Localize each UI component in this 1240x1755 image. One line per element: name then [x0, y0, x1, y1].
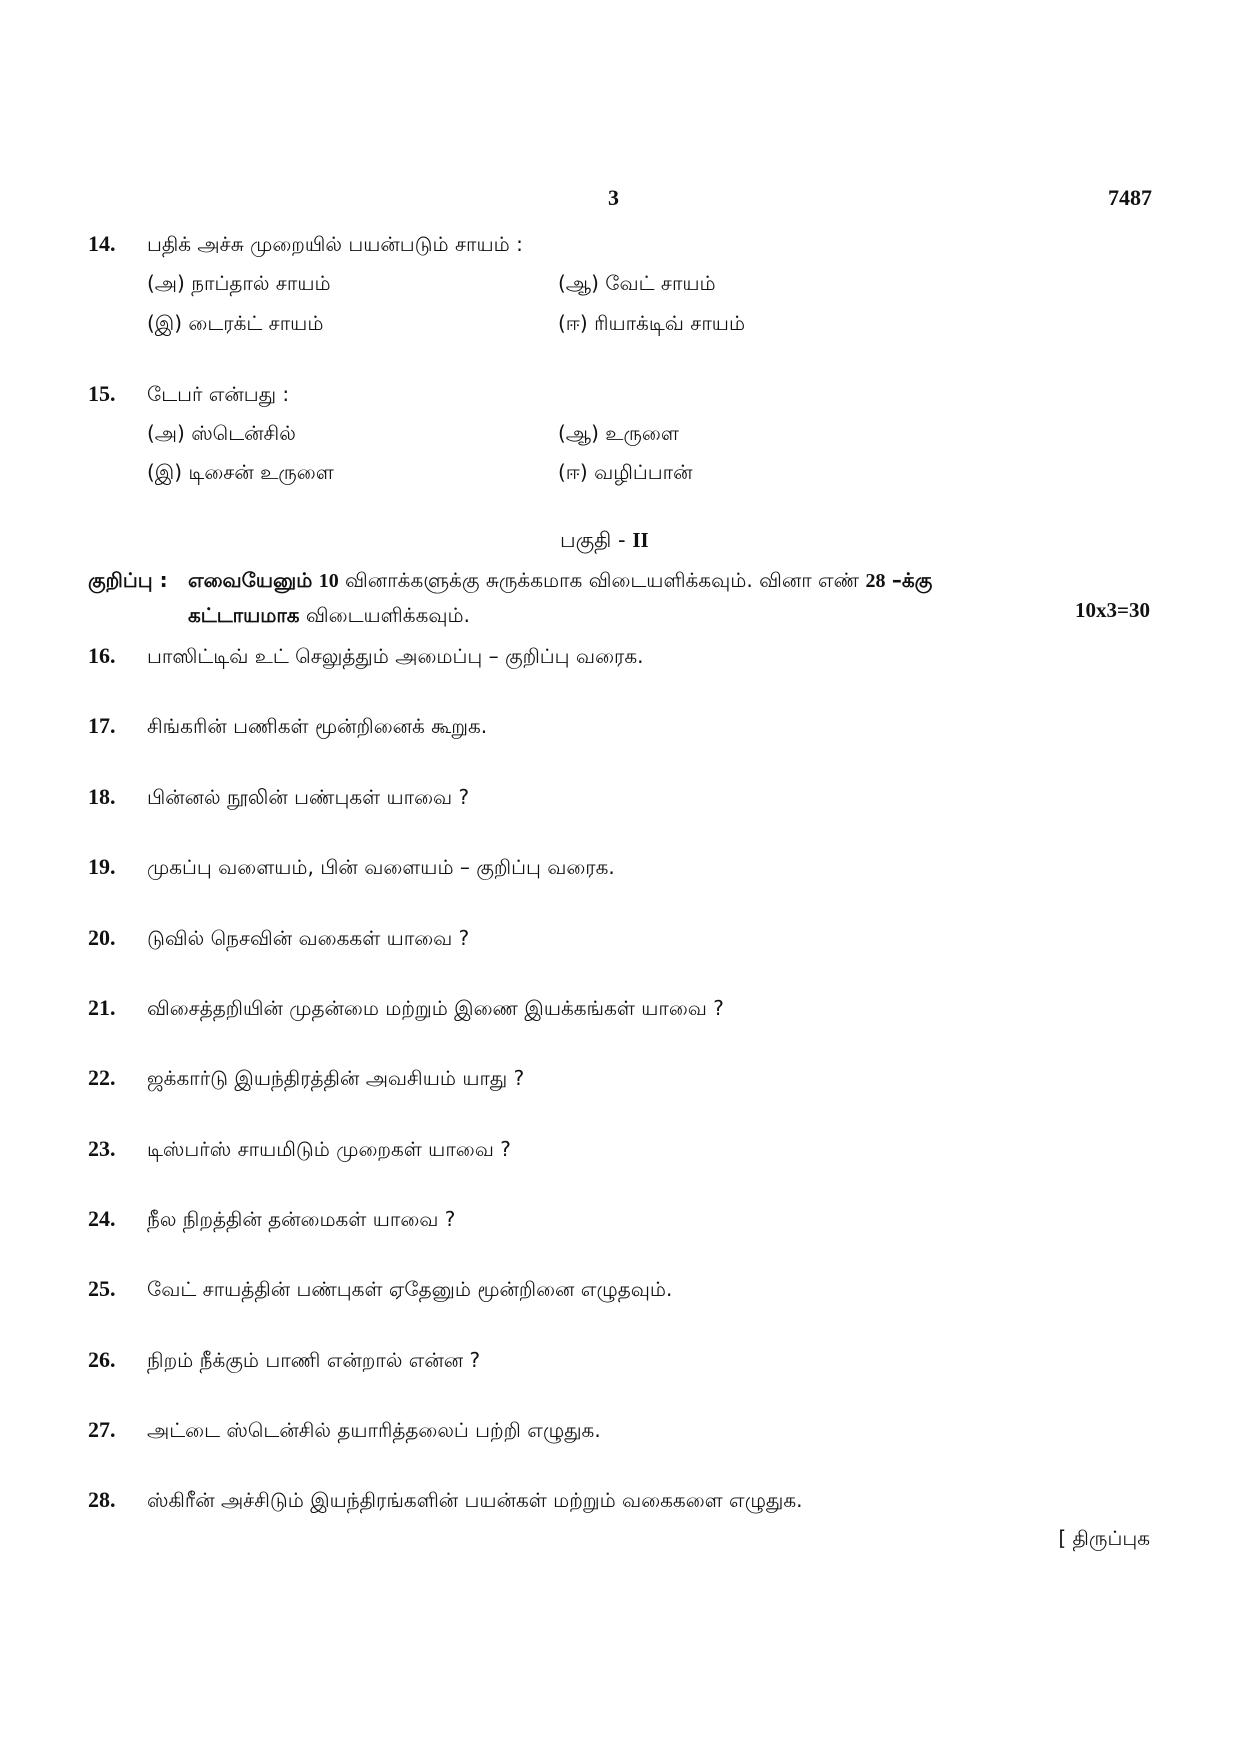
question-number: 14.: [88, 231, 116, 256]
option-b: (ஆ) வேட் சாயம்: [558, 271, 716, 295]
question-text: பதிக் அச்சு முறையில் பயன்படும் சாயம் :: [147, 232, 523, 256]
question-text: வேட் சாயத்தின் பண்புகள் ஏதேனும் மூன்றினை எழுதவும்.: [147, 1277, 673, 1301]
question-number: 20.: [88, 925, 116, 950]
question-text: டுவில் நெசவின் வகைகள் யாவை ?: [147, 926, 470, 950]
option-c: (இ) டைரக்ட் சாயம்: [147, 311, 324, 335]
question-text: ஸ்கிரீன் அச்சிடும் இயந்திரங்களின் பயன்கள் மற்றும் வகைகளை எழுதுக.: [147, 1488, 803, 1512]
question-number: 19.: [88, 854, 116, 879]
question-text: சிங்கரின் பணிகள் மூன்றினைக் கூறுக.: [147, 714, 488, 738]
option-a: (அ) ஸ்டென்சில்: [147, 421, 296, 445]
question-text: நீல நிறத்தின் தன்மைகள் யாவை ?: [147, 1207, 456, 1231]
page-number: 3: [608, 185, 619, 210]
note-line-2: [188, 603, 470, 630]
marks-allocation: 10x3=30: [1075, 598, 1150, 622]
question-number: 28.: [88, 1487, 116, 1512]
question-text: நிறம் நீக்கும் பாணி என்றால் என்ன ?: [147, 1348, 481, 1372]
option-a: (அ) நாப்தால் சாயம்: [147, 271, 331, 295]
option-d: (ஈ) ரியாக்டிவ் சாயம்: [558, 311, 746, 335]
question-number: 22.: [88, 1065, 116, 1090]
question-number: 18.: [88, 784, 116, 809]
note-compulsory-question: 28: [865, 570, 886, 592]
section-title-number: II: [632, 528, 649, 552]
question-text: பின்னல் நூலின் பண்புகள் யாவை ?: [147, 785, 470, 809]
question-text: அட்டை ஸ்டென்சில் தயாரித்தலைப் பற்றி எழுதுக.: [147, 1418, 601, 1442]
question-number: 23.: [88, 1136, 116, 1161]
note-emphasis-compulsory: கட்டாயமாக: [188, 603, 300, 627]
option-c: (இ) டிசைன் உருளை: [147, 460, 334, 484]
question-text: முகப்பு வளையம், பின் வளையம் – குறிப்பு வரைக.: [147, 855, 615, 879]
note-instruction: வினாக்களுக்கு சுருக்கமாக விடையளிக்கவும். வினா எண்: [345, 568, 860, 592]
paper-code: 7487: [1108, 185, 1152, 210]
question-text: டேபர் என்பது :: [147, 382, 290, 406]
question-number: 25.: [88, 1276, 116, 1301]
question-number: 26.: [88, 1347, 116, 1372]
section-title: [560, 528, 649, 555]
question-number: 17.: [88, 713, 116, 738]
note-emphasis-any: எவையேனும்: [188, 568, 313, 592]
question-number: 16.: [88, 643, 116, 668]
section-title-prefix: பகுதி -: [560, 528, 633, 552]
note-line-1: [188, 568, 932, 595]
note-suffix: –க்கு: [891, 568, 933, 592]
question-number: 15.: [88, 381, 116, 406]
note-label: குறிப்பு :: [88, 568, 168, 592]
option-b: (ஆ) உருளை: [558, 421, 679, 445]
question-text: விசைத்தறியின் முதன்மை மற்றும் இணை இயக்கங்கள் யாவை ?: [147, 996, 724, 1020]
question-text: பாஸிட்டிவ் உட் செலுத்தும் அமைப்பு – குறிப்பு வரைக.: [147, 644, 644, 668]
question-number: 24.: [88, 1206, 116, 1231]
question-number: 27.: [88, 1417, 116, 1442]
question-text: ஜக்கார்டு இயந்திரத்தின் அவசியம் யாது ?: [147, 1066, 525, 1090]
question-text: டிஸ்பர்ஸ் சாயமிடும் முறைகள் யாவை ?: [147, 1137, 511, 1161]
option-d: (ஈ) வழிப்பான்: [558, 460, 693, 484]
question-number: 21.: [88, 995, 116, 1020]
note-count: 10: [318, 570, 339, 592]
note-instruction-end: விடையளிக்கவும்.: [305, 603, 470, 627]
turn-over-note: [ திருப்புக: [1058, 1526, 1150, 1550]
